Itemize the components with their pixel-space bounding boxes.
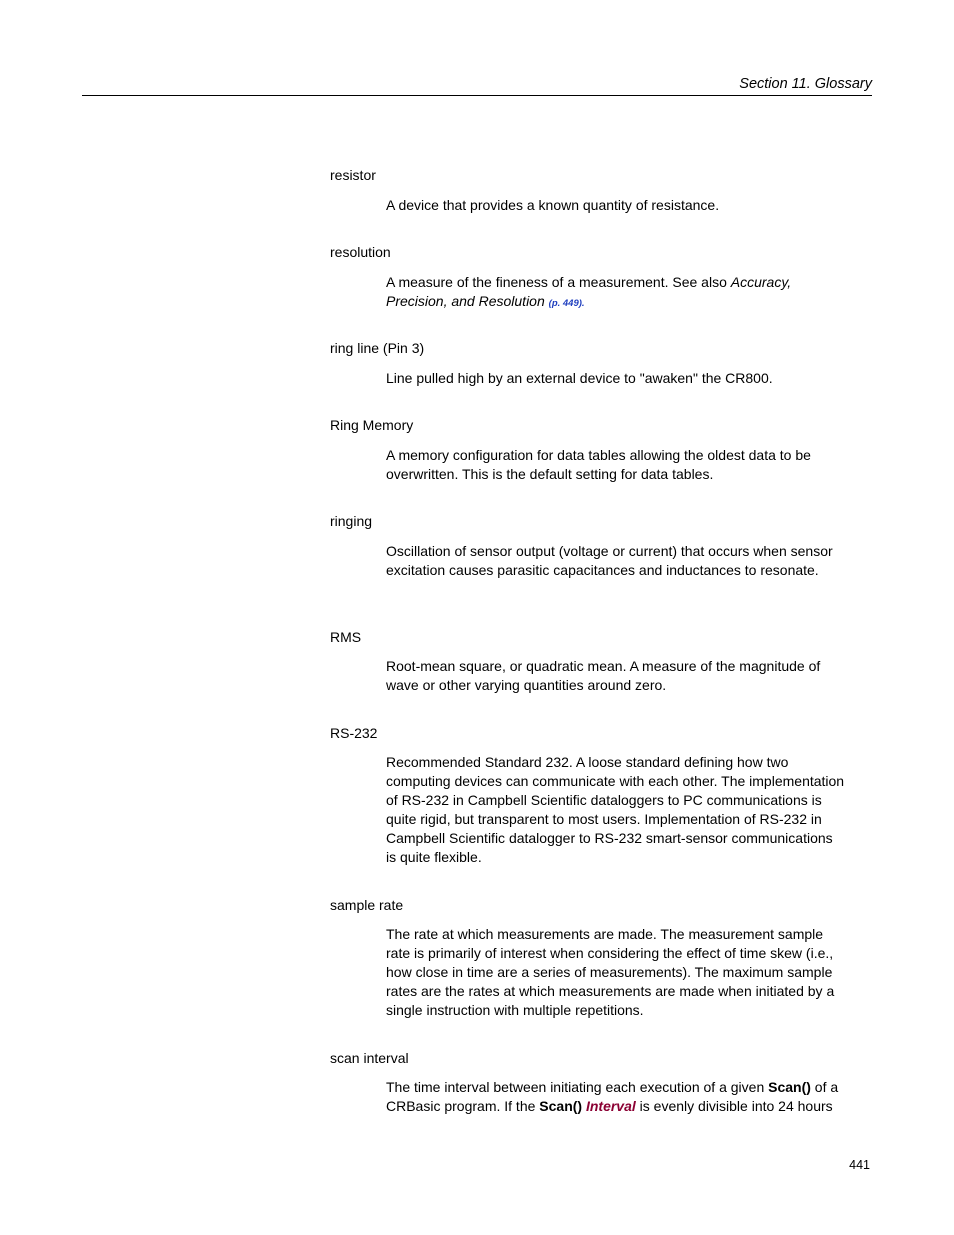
- glossary-definition: A memory configuration for data tables allowing the oldest data to be overwritten. This is the default setting for data tables.: [386, 447, 811, 482]
- glossary-term: ring line (Pin 3): [330, 340, 425, 356]
- page-reference-link[interactable]: (p. 449).: [548, 298, 585, 309]
- glossary-term: RMS: [330, 629, 362, 645]
- glossary-definition: A device that provides a known quantity of resistance.: [386, 197, 720, 213]
- code-instruction-scan: Scan(): [539, 1098, 583, 1114]
- glossary-definition: [386, 273, 846, 313]
- glossary-term: ringing: [330, 513, 373, 529]
- glossary-definition: Recommended Standard 232. A loose standard defining how two computing devices can communicate with each other. The implementation of RS-232 in Campbell Scientific dataloggers to PC communications is quite rigid, but transparent to most users. Implementation of RS-232 in Campbell Scientific datalogger to RS-232 smart-sensor communications is quite flexible.: [386, 754, 845, 865]
- definition-text: A measure of the fineness of a measurement. See also: [386, 274, 731, 290]
- glossary-term: resistor: [330, 167, 376, 183]
- definition-text: of a CRBasic program. If the: [386, 1079, 839, 1114]
- glossary-definition: The rate at which measurements are made. The measurement sample rate is primarily of interest when considering the effect of time skew (i.e., how close in time are a series of measurements). The maximum sample rates are the rates at which measurements are made when initiated by a single instruction with multiple repetitions.: [386, 926, 835, 1018]
- section-header: Section 11. Glossary: [82, 76, 872, 96]
- glossary-definition: Root-mean square, or quadratic mean. A measure of the magnitude of wave or other varying quantities around zero.: [386, 658, 821, 693]
- glossary-definition: Oscillation of sensor output (voltage or current) that occurs when sensor excitation causes parasitic capacitances and inductances to resonate.: [386, 543, 833, 578]
- definition-text: is evenly divisible into 24 hours: [635, 1098, 833, 1114]
- glossary-definition: [386, 1078, 846, 1116]
- code-instruction-scan: Scan(): [768, 1079, 811, 1095]
- glossary-term: resolution: [330, 244, 391, 260]
- glossary-term: RS-232: [330, 725, 378, 741]
- glossary-term: scan interval: [330, 1050, 409, 1066]
- glossary-term: Ring Memory: [330, 417, 414, 433]
- definition-crossref-title: Accuracy, Precision, and Resolution: [386, 274, 792, 309]
- glossary-term: sample rate: [330, 897, 404, 913]
- code-parameter-interval: Interval: [585, 1098, 636, 1114]
- page-number: 441: [849, 1158, 870, 1172]
- definition-text: The time interval between initiating each execution of a given: [386, 1079, 769, 1095]
- glossary-definition: Line pulled high by an external device to "awaken" the CR800.: [386, 370, 773, 386]
